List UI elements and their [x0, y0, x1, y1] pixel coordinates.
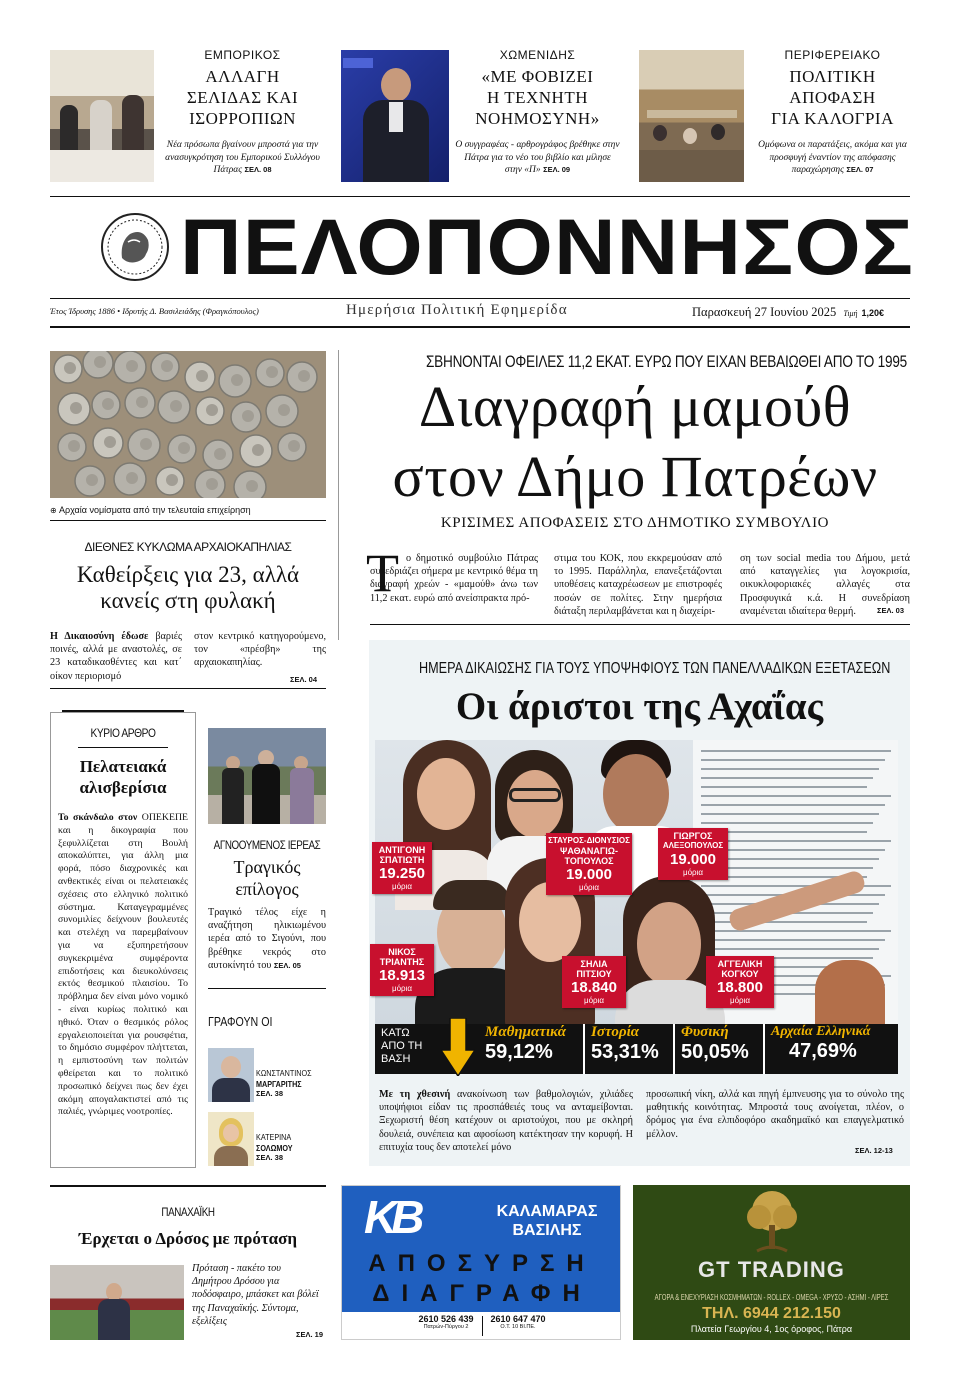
masthead-date-price: Παρασκευή 27 Ιουνίου 2025 Τιμή 1,20€ — [692, 305, 885, 319]
coins-caption: ⊕ Αρχαία νομίσματα από την τελευταία επιχείρηση — [50, 505, 251, 515]
coin-relief — [252, 444, 264, 456]
stat-math: Μαθηματικά 59,12% — [485, 1024, 567, 1063]
main-kicker: ΣΒΗΝΟΝΤΑΙ ΟΦΕΙΛΕΣ 11,2 ΕΚΑΤ. ΕΥΡΩ ΠΟΥ ΕΙΧΑΝ ΒΕΒΑΙΩΘΕΙ ΑΠΟ ΤΟ 1995 — [426, 352, 907, 371]
stat-ancient-greek: Αρχαία Ελληνικά 47,69% — [763, 1024, 871, 1074]
coin-relief — [126, 360, 138, 372]
top-story-desc: Ο συγγραφέας - αρθρογράφος βρέθηκε στην Πάτρα για το νέο του βιβλίο και μίλησε στην «Π» ΣΕΛ. 09 — [455, 140, 620, 175]
ad-gt-address: Πλατεία Γεωργίου 4, 1ος όροφος, Πάτρα — [690, 1324, 853, 1334]
ad-kalamaras-name: ΚΑΛΑΜΑΡΑΣ ΒΑΣΙΛΗΣ — [496, 1203, 598, 1239]
sports-story[interactable] — [50, 1205, 326, 1249]
masthead-founded: Έτος Ίδρυσης 1886 • Ιδρυτής Δ. Βασιλειάδης (Φραγκόπουλος) — [50, 306, 259, 316]
divider — [50, 298, 910, 299]
top-story-2[interactable] — [455, 48, 620, 177]
sheet-line — [701, 777, 873, 779]
sports-title: Έρχεται ο Δρόσος με πρόταση — [78, 1229, 298, 1248]
main-page: ΣΕΛ. 03 — [877, 606, 905, 615]
coins-page: ΣΕΛ. 04 — [290, 675, 318, 684]
editorial-label: ΚΥΡΙΟ ΑΡΘΡΟ — [90, 726, 156, 740]
divider — [50, 688, 326, 689]
priest-title: Τραγικός επίλογος — [233, 857, 301, 899]
coin-relief — [126, 472, 138, 484]
sheet-line — [701, 795, 891, 797]
coins-title: Καθείρξεις για 23, αλλά κανείς στη φυλακή — [76, 562, 300, 613]
coins-body-col2: στον κεντρικό κατηγορούμενο, τον «πρέσβη» της αρχαιοκαπηλίας. — [194, 631, 326, 669]
coin-relief — [246, 480, 258, 492]
top-story-desc: Νέα πρόσωπα βγαίνουν μπροστά για την ανασυγκρότηση του Εμπορικού Συλλόγου Πάτρας ΣΕΛ. 08 — [165, 140, 320, 175]
divider — [50, 520, 326, 521]
coin-relief — [102, 398, 114, 410]
coin-relief — [94, 356, 106, 368]
ad-kalamaras-line1: ΑΠΟΣΥΡΣΗ — [368, 1250, 596, 1277]
coin-relief — [206, 404, 218, 416]
coin-relief — [206, 478, 218, 490]
top-story-kicker: ΧΩΜΕΝΙΔΗΣ — [499, 48, 576, 62]
masthead-title[interactable]: ΠΕΛΟΠΟΝΝΗΣΟΣ — [180, 202, 915, 291]
ad-kalamaras-phone2: 2610 647 470 Ο.Τ. 10 ΒΙ.ΠΕ. — [490, 1314, 546, 1330]
student-tag: ΝΙΚΟΣ ΤΡΙΑΝΤΗΣ 18.913 μόρια — [370, 944, 434, 996]
sheet-line — [701, 930, 891, 932]
exams-body-col1: Με τη χθεσινή ανακοίνωση των βαθμολογιών, χιλιάδες υποψήφιοι είδαν τις προσπάθειές τους να ανταμείβονται. Ξεχωριστή θέση κατέχουν οι αριστούχοι, που με σκληρή δουλειά, συνέπεια και αφοσίωση κατέκτησαν την κορυφή. Η επιτυχία τους δεν αποτελεί μόνο — [379, 1089, 633, 1153]
coin-relief — [161, 360, 173, 372]
main-subtitle: ΚΡΙΣΙΜΕΣ ΑΠΟΦΑΣΕΙΣ ΣΤΟ ΔΗΜΟΤΙΚΟ ΣΥΜΒΟΥΛΙΟ — [440, 515, 830, 531]
main-body-col3: ση των social media του Δήμου, μετά από καταγγελίες για λογοκρισία, οικυκλοφοριακές αλλαγές στα Προσφυγικά κ.ά. Η συνεδρίαση αναμένεται ιδιαίτερα θερμή. — [740, 553, 910, 617]
coins-kicker: ΔΙΕΘΝΕΣ ΚΥΚΛΩΜΑ ΑΡΧΑΙΟΚΑΠΗΛΙΑΣ — [84, 540, 292, 554]
coin-relief — [170, 400, 182, 412]
top-story-title: ΠΟΛΙΤΙΚΗ ΑΠΟΦΑΣΗ ΓΙΑ ΚΑΛΟΓΡΙΑ — [771, 67, 894, 128]
masthead-date: Παρασκευή 27 Ιουνίου 2025 — [692, 305, 837, 319]
columnist-avatar — [208, 1112, 254, 1166]
coin-relief — [242, 410, 254, 422]
top-story-photo-1 — [50, 50, 154, 182]
coin-relief — [86, 474, 98, 486]
sheet-line — [701, 840, 891, 842]
top-story-title: «ΜΕ ΦΟΒΙΖΕΙ Η ΤΕΧΝΗΤΗ ΝΟΗΜΟΣΥΝΗ» — [475, 67, 600, 128]
stat-history: Ιστορία 53,31% — [583, 1024, 659, 1074]
ad-kalamaras-phone1: 2610 526 439 Πατρών-Πύργου 2 — [418, 1314, 474, 1330]
sheet-line — [701, 813, 879, 815]
coin-relief — [278, 404, 290, 416]
ad-kalamaras-logo: ΚΒ — [364, 1191, 419, 1243]
tree-icon — [741, 1189, 803, 1255]
divider — [62, 710, 184, 712]
main-vertical-rule — [338, 350, 339, 640]
top-story-photo-2 — [341, 50, 449, 182]
coin-relief — [104, 436, 116, 448]
exams-stats-strip — [375, 1024, 898, 1074]
ad-kalamaras-line2: ΔΙΑΓΡΑΦΗ — [372, 1280, 592, 1307]
editorial-body: Το σκάνδαλο στον ΟΠΕΚΕΠΕ και η δικογραφία που ξεφυλλίζεται στη Βουλή αποκαλύπτει, για άλλη μια φορά, πόσο διαχρονικές και ανθεκτικές είναι οι πελατειακές σχέσεις στο ελληνικό πολιτικό σύστημα. Καταγεγραμμένες συνομιλίες δείχνουν βουλευτές και στελέχη να παρεμβαίνουν για να εξυπηρετήσουν συγκεκριμένα συμφέροντα επιδοτήσεις και διευκολύνσεις εκτός θεσμικού πλαισίου. Το πρόβλημα δεν είναι μόνο νομικό - είναι κυρίως πολιτικό και ηθικό. Όταν ο θεσμικός ρόλος εργαλειοποιείται για ρουσφέτια, το δημόσιο συμφέρον πλήττεται, η εμπιστοσύνη των πολιτών φθείρεται και το πολιτικό προσωπικό δείχνει πως δεν έχει ακόμη απογαλακτιστεί από τις παλιές, γνώριμες νοοτροπίες. — [58, 812, 189, 1118]
divider — [50, 196, 910, 197]
coin-relief — [178, 442, 190, 454]
divider — [50, 326, 910, 328]
coins-body-col1: Η Δικαιοσύνη έδωσε βαριές ποινές, αλλά με αναστολές, σε 23 καταδικασθέντες και κατ΄ οίκον περιορισμό — [50, 631, 183, 682]
coin-relief — [298, 370, 310, 382]
exams-photo — [375, 740, 898, 1026]
ad-gt-trading[interactable] — [633, 1185, 910, 1340]
exams-body-col2: προσωπική νίκη, αλλά και πηγή έμπνευσης για το σύνολο της μαθητικής κοινότητας. Μπροστά τους ανοίγεται, πλέον, ο δρόμος για ένα ελπιδοφόρο ακαδημαϊκό και επαγγελματικό μέλλον. — [646, 1089, 904, 1140]
student-tag: ΓΙΩΡΓΟΣ ΑΛΕΞΟΠΟΥΛΟΣ 19.000 μόρια — [658, 828, 728, 880]
coin-relief — [64, 362, 76, 374]
student-tag: ΣΗΛΙΑ ΠΙΤΣΙΟΥ 18.840 μόρια — [562, 956, 626, 1008]
sports-page: ΣΕΛ. 19 — [296, 1330, 324, 1339]
ad-gt-name: GT TRADING — [698, 1257, 845, 1282]
masthead-price: 1,20€ — [861, 308, 885, 318]
top-story-1[interactable] — [160, 48, 325, 177]
columnist-2[interactable]: ΚΑΤΕΡΙΝΑ ΣΟΛΩΜΟΥ ΣΕΛ. 38 — [256, 1132, 293, 1162]
coins-story[interactable] — [50, 540, 326, 614]
top-story-photo-3 — [639, 50, 744, 182]
student-tag: ΑΝΤΙΓΟΝΗ ΣΠΑΤΙΩΤΗ 19.250 μόρια — [372, 842, 432, 894]
editorial[interactable] — [56, 726, 190, 798]
ad-gt-phone: ΤΗΛ. 6944 212.150 — [702, 1305, 841, 1322]
sports-photo — [50, 1265, 184, 1340]
columnists-label: ΓΡΑΦΟΥΝ ΟΙ — [208, 1014, 273, 1029]
main-dropcap: Τ — [366, 543, 399, 603]
sports-body: Πρόταση - πακέτο του Δημήτρου Δρόσου για ποδόσφαιρο, μπάσκετ και βόλεϊ της Παναχαϊκής. Σύντομα, εξελίξεις — [192, 1263, 319, 1327]
main-body-col2: στιμα του ΚΟΚ, που εκκρεμούσαν από το 1995. Παράλληλα, επανεξετάζονται υποθέσεις καταχρέωσεων με επιστροφές ποσών σε πολίτες. Στην ημερήσια διάταξη περιλαμβάνεται και η διαχείρι- — [554, 553, 722, 617]
sheet-line — [701, 948, 879, 950]
divider — [50, 1185, 326, 1187]
coin-relief — [288, 440, 300, 452]
divider — [370, 624, 910, 625]
priest-body: Τραγικό τέλος είχε η αναζήτηση ηλικιωμένου ιερέα από το Σιγούνι, που βρέθηκε νεκρός στο αυτοκίνητό του ΣΕΛ. 05 — [208, 907, 326, 971]
divider — [208, 988, 326, 989]
sheet-line — [701, 939, 885, 941]
sheet-line — [701, 750, 891, 752]
coin-relief — [196, 370, 208, 382]
editorial-title: Πελατειακά αλισβερίσια — [79, 757, 167, 797]
coin-relief — [266, 366, 278, 378]
sheet-line — [701, 759, 885, 761]
exams-kicker: ΗΜΕΡΑ ΔΙΚΑΙΩΣΗΣ ΓΙΑ ΤΟΥΣ ΥΠΟΨΗΦΙΟΥΣ ΤΩΝ ΠΑΝΕΛΛΑΔΙΚΩΝ ΕΞΕΤΑΣΕΩΝ — [419, 660, 891, 677]
arrow-down-icon — [441, 1018, 475, 1076]
coin-relief — [140, 438, 152, 450]
columnist-avatar — [208, 1048, 254, 1102]
coins-photo — [50, 351, 326, 498]
coin-relief — [166, 474, 178, 486]
top-story-3[interactable] — [750, 48, 915, 177]
sheet-line — [701, 786, 867, 788]
sheet-line — [701, 849, 885, 851]
priest-story[interactable] — [208, 838, 326, 900]
sheet-line — [701, 822, 873, 824]
main-title[interactable]: Διαγραφή μαμούθ στον Δήμο Πατρέων — [392, 374, 878, 509]
top-story-kicker: ΕΜΠΟΡΙΚΟΣ — [204, 48, 281, 62]
sheet-line — [701, 768, 879, 770]
stat-physics: Φυσική 50,05% — [673, 1024, 749, 1074]
coin-relief — [214, 448, 226, 460]
top-story-kicker: ΠΕΡΙΦΕΡΕΙΑΚΟ — [784, 48, 881, 62]
sheet-line — [701, 921, 867, 923]
masthead-logo-icon — [100, 212, 170, 282]
ad-gt-services: ΑΓΟΡΑ & ΕΝΕΧΥΡΙΑΣΗ ΚΟΣΜΗΜΑΤΩΝ - ROLLEX - OMEGA - ΧΡΥΣΟ - ΑΣΗΜΙ - ΛΙΡΕΣ — [654, 1293, 889, 1302]
student-tag: ΣΤΑΥΡΟΣ-ΔΙΟΝΥΣΙΟΣ ΨΑΘΑΝΑΓΙΩ- ΤΟΠΟΥΛΟΣ 19.000 μόρια — [546, 833, 632, 895]
top-story-title: ΑΛΛΑΓΗ ΣΕΛΙΔΑΣ ΚΑΙ ΙΣΟΡΡΟΠΙΩΝ — [186, 67, 299, 128]
student-tag: ΑΓΓΕΛΙΚΗ ΚΟΓΚΟΥ 18.800 μόρια — [706, 956, 774, 1008]
sports-kicker: ΠΑΝΑΧΑΪΚΗ — [161, 1205, 215, 1219]
sheet-line — [701, 804, 885, 806]
below-base-label: ΚΑΤΩ ΑΠΟ ΤΗ ΒΑΣΗ — [381, 1027, 423, 1065]
priest-kicker: ΑΓΝΟΟΥΜΕΝΟΣ ΙΕΡΕΑΣ — [213, 838, 321, 852]
masthead-tagline: Ημερήσια Πολιτική Εφημερίδα — [346, 302, 568, 318]
main-body-col1: ο δημοτικό συμβούλιο Πάτρας συνεδριάζει σήμερα με κεντρικό θέμα τη διαγραφή χρεών - «μαμούθ» άνω των 11,2 εκατ. ευρώ από ανείσπρακτα πρό- — [370, 553, 538, 604]
top-story-desc: Ομόφωνα οι παρατάξεις, ακόμα και για προσφυγή έναντίον της απόφασης παραχώρησης ΣΕΛ. 07 — [758, 140, 907, 175]
coin-relief — [231, 374, 243, 386]
columnist-1[interactable]: ΚΩΝΣΤΑΝΤΙΝΟΣ ΜΑΡΓΑΡΙΤΗΣ ΣΕΛ. 38 — [256, 1068, 312, 1098]
exams-title[interactable]: Οι άριστοι της Αχαΐας — [455, 685, 824, 728]
ad-kalamaras[interactable] — [341, 1185, 621, 1340]
coin-relief — [68, 440, 80, 452]
coin-relief — [70, 402, 82, 414]
exams-page: ΣΕΛ. 12-13 — [855, 1146, 893, 1155]
coin-relief — [136, 396, 148, 408]
priest-photo — [208, 728, 326, 824]
